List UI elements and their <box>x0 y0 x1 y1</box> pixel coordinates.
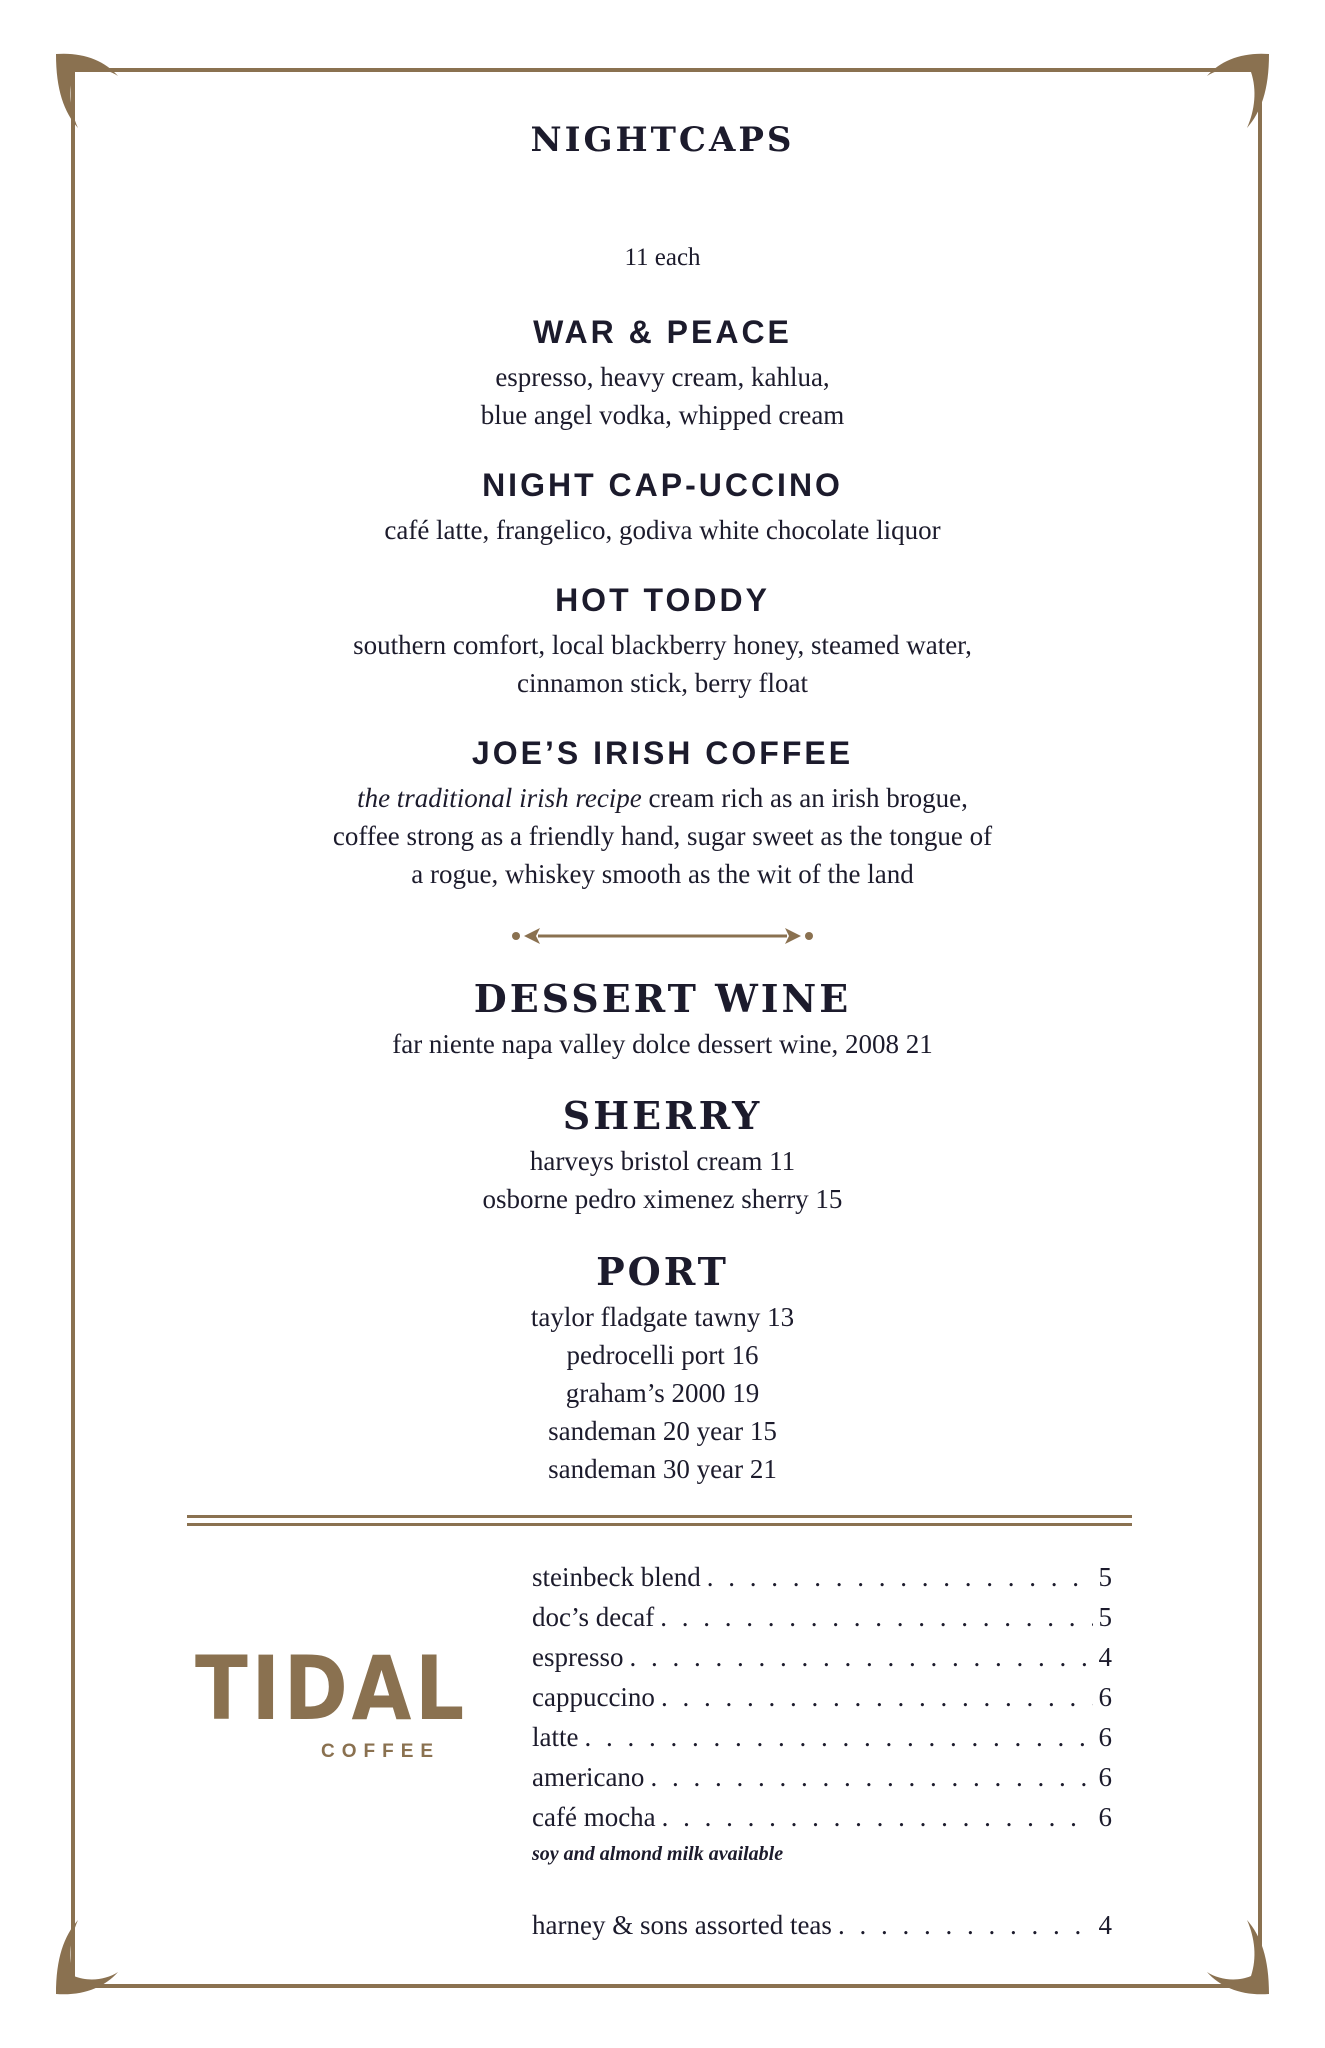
item-night-capuccino-name: NIGHT CAP-UCCINO <box>482 467 843 503</box>
item-irish-coffee-line-3: a rogue, whiskey smooth as the wit of the land <box>411 859 914 889</box>
list-item: latte . . . 6 <box>532 1722 1112 1762</box>
dessert-wine-item: far niente napa valley dolce dessert wine, 2008 21 <box>392 1029 933 1059</box>
sherry-item: harveys bristol cream 11 <box>529 1146 796 1176</box>
list-item: espresso . . . 4 <box>532 1642 1112 1682</box>
nightcaps-price: 11 each <box>624 244 701 271</box>
list-item: americano . . . 6 <box>532 1762 1112 1802</box>
double-rule-bottom <box>187 1523 1132 1526</box>
item-hot-toddy-name: HOT TODDY <box>555 582 770 618</box>
item-hot-toddy-line-1: southern comfort, local blackberry honey, steamed water, <box>353 630 972 660</box>
port-item: pedrocelli port 16 <box>566 1340 759 1370</box>
list-item: doc’s decaf . . . 5 <box>532 1602 1112 1642</box>
item-irish-coffee-line-1: the traditional irish recipe cream rich as an irish brogue, <box>357 783 968 813</box>
item-hot-toddy-line-2: cinnamon stick, berry float <box>517 668 808 698</box>
item-irish-coffee-line-2: coffee strong as a friendly hand, sugar sweet as the tongue of <box>332 821 993 851</box>
logo-wordmark: TIDAL <box>195 1637 468 1740</box>
page-title: NIGHTCAPS <box>530 120 795 160</box>
list-item: steinbeck blend . . . 5 <box>532 1562 1112 1602</box>
ornament-divider-icon <box>510 922 815 950</box>
tidal-coffee-logo <box>195 1637 470 1765</box>
tea-item: harney & sons assorted teas . . . 4 <box>532 1910 1112 1950</box>
list-item: cappuccino . . . 6 <box>532 1682 1112 1722</box>
port-heading: PORT <box>596 1249 729 1294</box>
milk-note: soy and almond milk available <box>532 1843 784 1865</box>
sherry-item: osborne pedro ximenez sherry 15 <box>482 1184 843 1214</box>
item-night-capuccino-line-1: café latte, frangelico, godiva white chocolate liquor <box>384 515 941 545</box>
corner-flourish-icon <box>1183 1908 1273 1998</box>
coffee-price-list <box>532 1562 1112 1842</box>
list-item: café mocha . . . 6 <box>532 1802 1112 1842</box>
port-item: sandeman 30 year 21 <box>548 1454 777 1484</box>
item-war-and-peace-name: WAR & PEACE <box>533 314 792 350</box>
item-war-and-peace-line-1: espresso, heavy cream, kahlua, <box>495 362 830 392</box>
corner-flourish-icon <box>52 1908 142 1998</box>
item-irish-coffee-name: JOE’S IRISH COFFEE <box>471 735 854 771</box>
port-item: sandeman 20 year 15 <box>548 1416 777 1446</box>
sherry-heading: SHERRY <box>562 1093 763 1138</box>
item-war-and-peace-line-2: blue angel vodka, whipped cream <box>480 400 845 430</box>
double-rule-top <box>187 1515 1132 1518</box>
logo-subtitle: COFFEE <box>321 1741 441 1762</box>
dessert-wine-heading: DESSERT WINE <box>473 976 852 1021</box>
irish-recipe-italic: the traditional irish recipe <box>357 783 642 813</box>
port-item: taylor fladgate tawny 13 <box>530 1302 795 1332</box>
port-item: graham’s 2000 19 <box>565 1378 760 1408</box>
